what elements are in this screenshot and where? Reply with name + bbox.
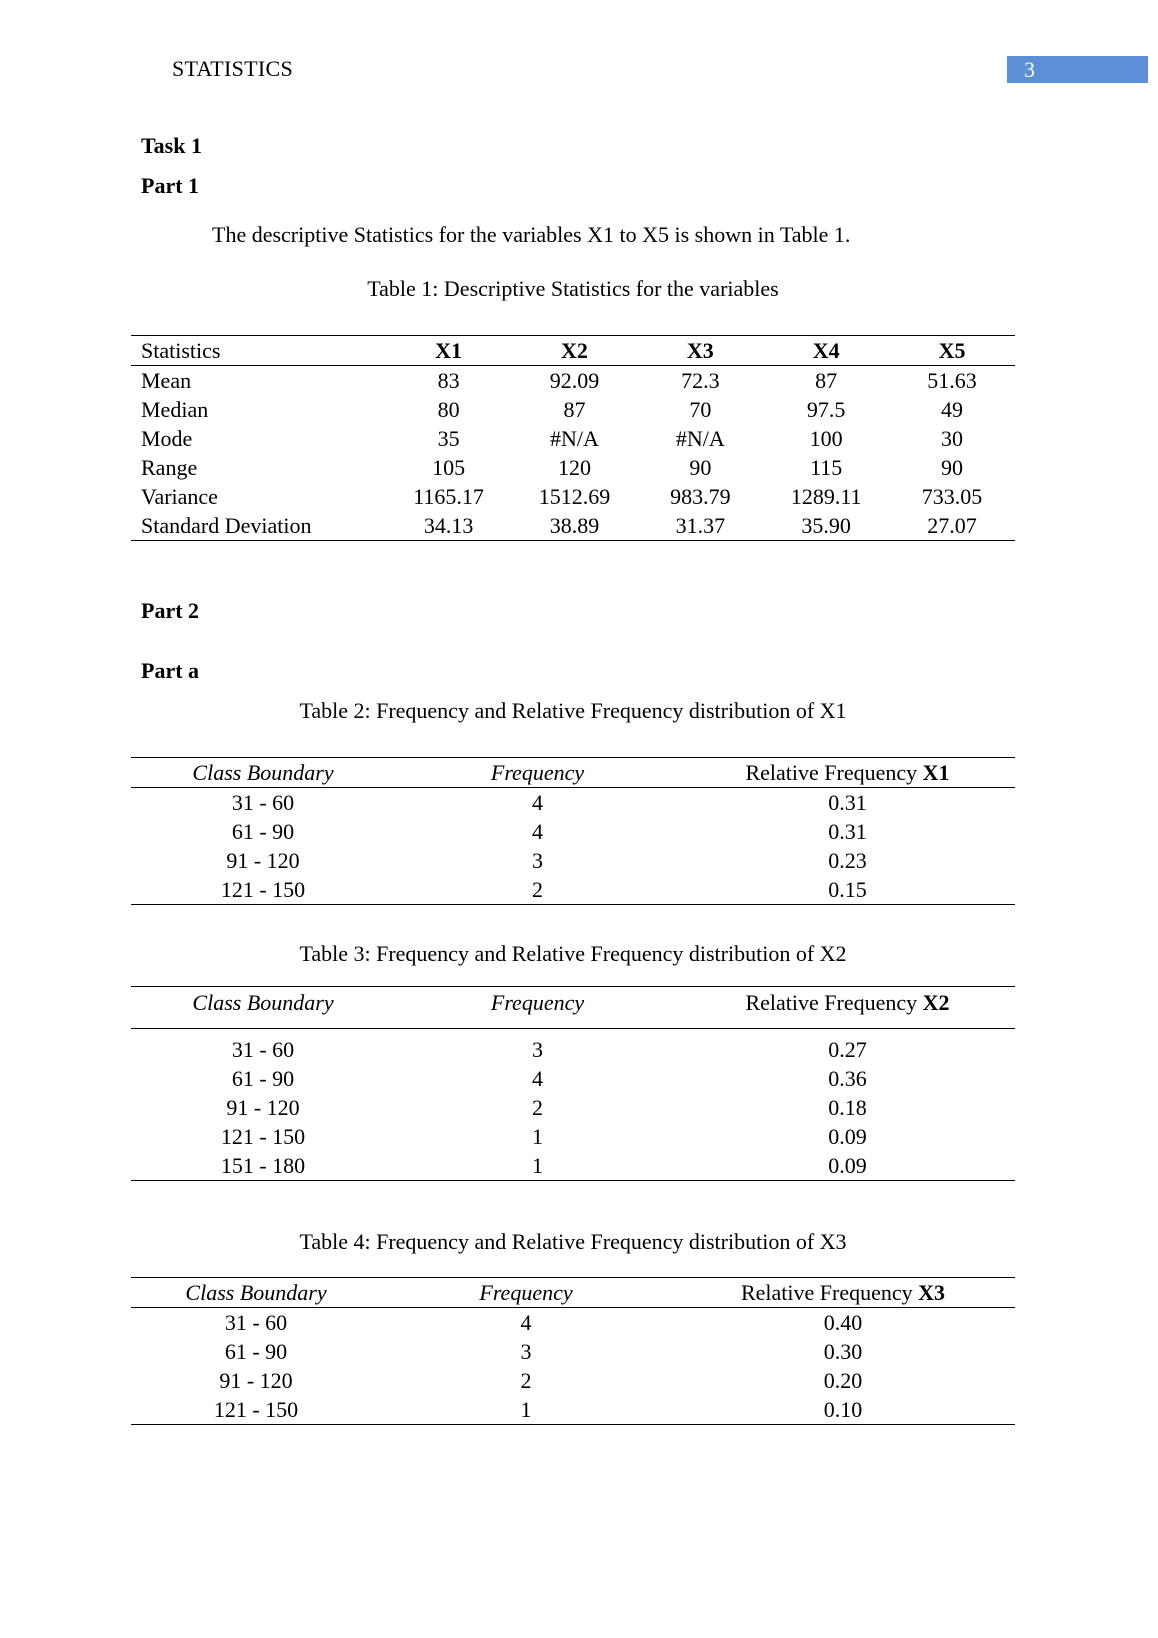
column-header xyxy=(671,1278,1015,1308)
table-header-row xyxy=(131,1278,1015,1308)
table-3-caption: Table 3: Frequency and Relative Frequency distribution of X2 xyxy=(299,941,847,966)
table-cell: 83 xyxy=(437,368,460,393)
column-header-label: Relative Frequency xyxy=(745,760,923,785)
table-cell: Range xyxy=(141,455,198,480)
table-row xyxy=(131,875,1015,905)
table-row xyxy=(131,1395,1015,1425)
table-2-caption: Table 2: Frequency and Relative Frequency distribution of X1 xyxy=(299,698,847,723)
table-cell: 983.79 xyxy=(670,484,731,509)
table-row xyxy=(131,395,1015,424)
table-cell: 38.89 xyxy=(512,511,638,541)
column-header-label: Relative Frequency xyxy=(745,990,923,1015)
table-cell: 27.07 xyxy=(889,511,1015,541)
table-row xyxy=(131,817,1015,846)
page-number: 3 xyxy=(1007,56,1148,83)
table-cell: 91 - 120 xyxy=(226,1095,300,1120)
table-cell: Standard Deviation xyxy=(131,511,386,541)
heading-task-1: Task 1 xyxy=(141,133,202,158)
table-cell: 97.5 xyxy=(806,397,846,422)
frequency-table-x2 xyxy=(131,986,1015,1181)
descriptive-statistics-table xyxy=(131,335,1015,541)
column-header: X4 xyxy=(763,336,889,366)
column-header: X2 xyxy=(512,336,638,366)
table-cell: 1 xyxy=(532,1153,543,1178)
table-cell: 121 - 150 xyxy=(131,1395,381,1425)
table-cell: 35 xyxy=(437,426,460,451)
table-header-row xyxy=(131,987,1015,1029)
table-row xyxy=(131,1337,1015,1366)
column-header xyxy=(680,987,1015,1029)
table-row xyxy=(131,1151,1015,1181)
table-row xyxy=(131,846,1015,875)
table-row xyxy=(131,482,1015,511)
table-cell: 61 - 90 xyxy=(231,1066,295,1091)
column-header: X3 xyxy=(637,336,763,366)
table-cell: 2 xyxy=(395,875,680,905)
column-header xyxy=(680,758,1015,788)
table-cell: 61 - 90 xyxy=(231,819,295,844)
table-cell: 100 xyxy=(809,426,843,451)
column-header: Frequency xyxy=(381,1278,671,1308)
table-cell: 87 xyxy=(815,368,838,393)
frequency-table-x3 xyxy=(131,1277,1015,1425)
column-header: Frequency xyxy=(395,758,680,788)
table-row xyxy=(131,424,1015,453)
table-cell: 3 xyxy=(520,1339,532,1364)
table-cell: 1 xyxy=(381,1395,671,1425)
table-cell: 31 - 60 xyxy=(231,1037,295,1062)
table-cell: 35.90 xyxy=(763,511,889,541)
running-head: STATISTICS xyxy=(172,56,294,81)
table-cell: 0.40 xyxy=(823,1310,863,1335)
table-cell: Mean xyxy=(141,368,192,393)
heading-part-2: Part 2 xyxy=(141,598,200,623)
table-cell: 90 xyxy=(941,455,964,480)
heading-part-a: Part a xyxy=(141,658,200,683)
table-cell: 0.09 xyxy=(828,1153,867,1178)
column-header: Class Boundary xyxy=(131,1278,381,1308)
table-cell: 120 xyxy=(557,455,591,480)
table-row xyxy=(131,453,1015,482)
table-row xyxy=(131,1308,1015,1338)
table-cell: 121 - 150 xyxy=(131,875,395,905)
column-header-variable: X3 xyxy=(918,1280,946,1305)
table-row xyxy=(131,1064,1015,1093)
table-cell: 0.10 xyxy=(671,1395,1015,1425)
column-header-label: Relative Frequency xyxy=(740,1280,919,1305)
column-header: Statistics xyxy=(131,336,386,366)
table-cell: 0.18 xyxy=(828,1095,867,1120)
table-cell: 31 - 60 xyxy=(231,790,295,815)
table-cell: 151 - 180 xyxy=(131,1151,395,1181)
table-row xyxy=(131,366,1015,396)
table-cell: 115 xyxy=(810,455,843,480)
table-cell: 121 - 150 xyxy=(220,1124,306,1149)
table-cell: 49 xyxy=(941,397,964,422)
table-cell: #N/A xyxy=(675,426,725,451)
table-cell: 105 xyxy=(432,455,466,480)
table-cell: 72.3 xyxy=(681,368,720,393)
table-cell: Variance xyxy=(141,484,218,509)
table-cell: 87 xyxy=(563,397,586,422)
table-cell: 1289.11 xyxy=(790,484,862,509)
table-cell: 31.37 xyxy=(637,511,763,541)
table-cell: 31 - 60 xyxy=(224,1310,288,1335)
table-cell: 70 xyxy=(689,397,712,422)
table-1-caption: Table 1: Descriptive Statistics for the variables xyxy=(367,276,779,301)
table-row xyxy=(131,1093,1015,1122)
table-cell: Median xyxy=(141,397,209,422)
table-cell: 61 - 90 xyxy=(224,1339,288,1364)
table-cell: 3 xyxy=(532,848,543,873)
table-cell: 0.27 xyxy=(828,1037,867,1062)
table-cell: 0.15 xyxy=(680,875,1015,905)
table-row xyxy=(131,511,1015,541)
heading-part-1: Part 1 xyxy=(141,173,200,198)
table-cell: 0.31 xyxy=(828,819,867,844)
column-header: Frequency xyxy=(395,987,680,1029)
table-cell: #N/A xyxy=(550,426,599,451)
table-cell: 4 xyxy=(532,819,543,844)
column-header: Class Boundary xyxy=(131,758,395,788)
column-header-variable: X2 xyxy=(922,990,950,1015)
table-cell: 92.09 xyxy=(549,368,600,393)
table-cell: 4 xyxy=(532,790,543,815)
table-cell: 0.31 xyxy=(828,790,867,815)
table-cell: 2 xyxy=(520,1368,532,1393)
table-row xyxy=(131,1029,1015,1065)
table-cell: 91 - 120 xyxy=(226,848,300,873)
column-header: X5 xyxy=(889,336,1015,366)
table-cell: 4 xyxy=(520,1310,532,1335)
table-cell: 34.13 xyxy=(386,511,512,541)
table-header-row xyxy=(131,758,1015,788)
table-cell: 30 xyxy=(941,426,964,451)
table-cell: 91 - 120 xyxy=(219,1368,293,1393)
table-cell: 80 xyxy=(437,397,460,422)
table-cell: 0.20 xyxy=(823,1368,863,1393)
intro-paragraph: The descriptive Statistics for the variables X1 to X5 is shown in Table 1. xyxy=(212,222,851,247)
column-header: Class Boundary xyxy=(131,987,395,1029)
table-cell: 1165.17 xyxy=(413,484,484,509)
table-cell: 733.05 xyxy=(921,484,983,509)
column-header: X1 xyxy=(386,336,512,366)
table-row xyxy=(131,1122,1015,1151)
table-cell: 1 xyxy=(532,1124,543,1149)
table-4-caption: Table 4: Frequency and Relative Frequency distribution of X3 xyxy=(299,1229,847,1254)
column-header-variable: X1 xyxy=(922,760,950,785)
table-cell: 0.09 xyxy=(828,1124,867,1149)
table-cell: 0.30 xyxy=(823,1339,863,1364)
table-cell: 51.63 xyxy=(927,368,977,393)
table-row xyxy=(131,1366,1015,1395)
table-header-row xyxy=(131,336,1015,366)
table-cell: 0.23 xyxy=(828,848,867,873)
frequency-table-x1 xyxy=(131,757,1015,905)
table-cell: 4 xyxy=(532,1066,543,1091)
table-row xyxy=(131,788,1015,818)
table-cell: 1512.69 xyxy=(538,484,611,509)
table-cell: 2 xyxy=(532,1095,543,1120)
table-cell: 90 xyxy=(689,455,712,480)
table-cell: Mode xyxy=(141,426,193,451)
table-cell: 3 xyxy=(532,1037,543,1062)
table-cell: 0.36 xyxy=(828,1066,867,1091)
